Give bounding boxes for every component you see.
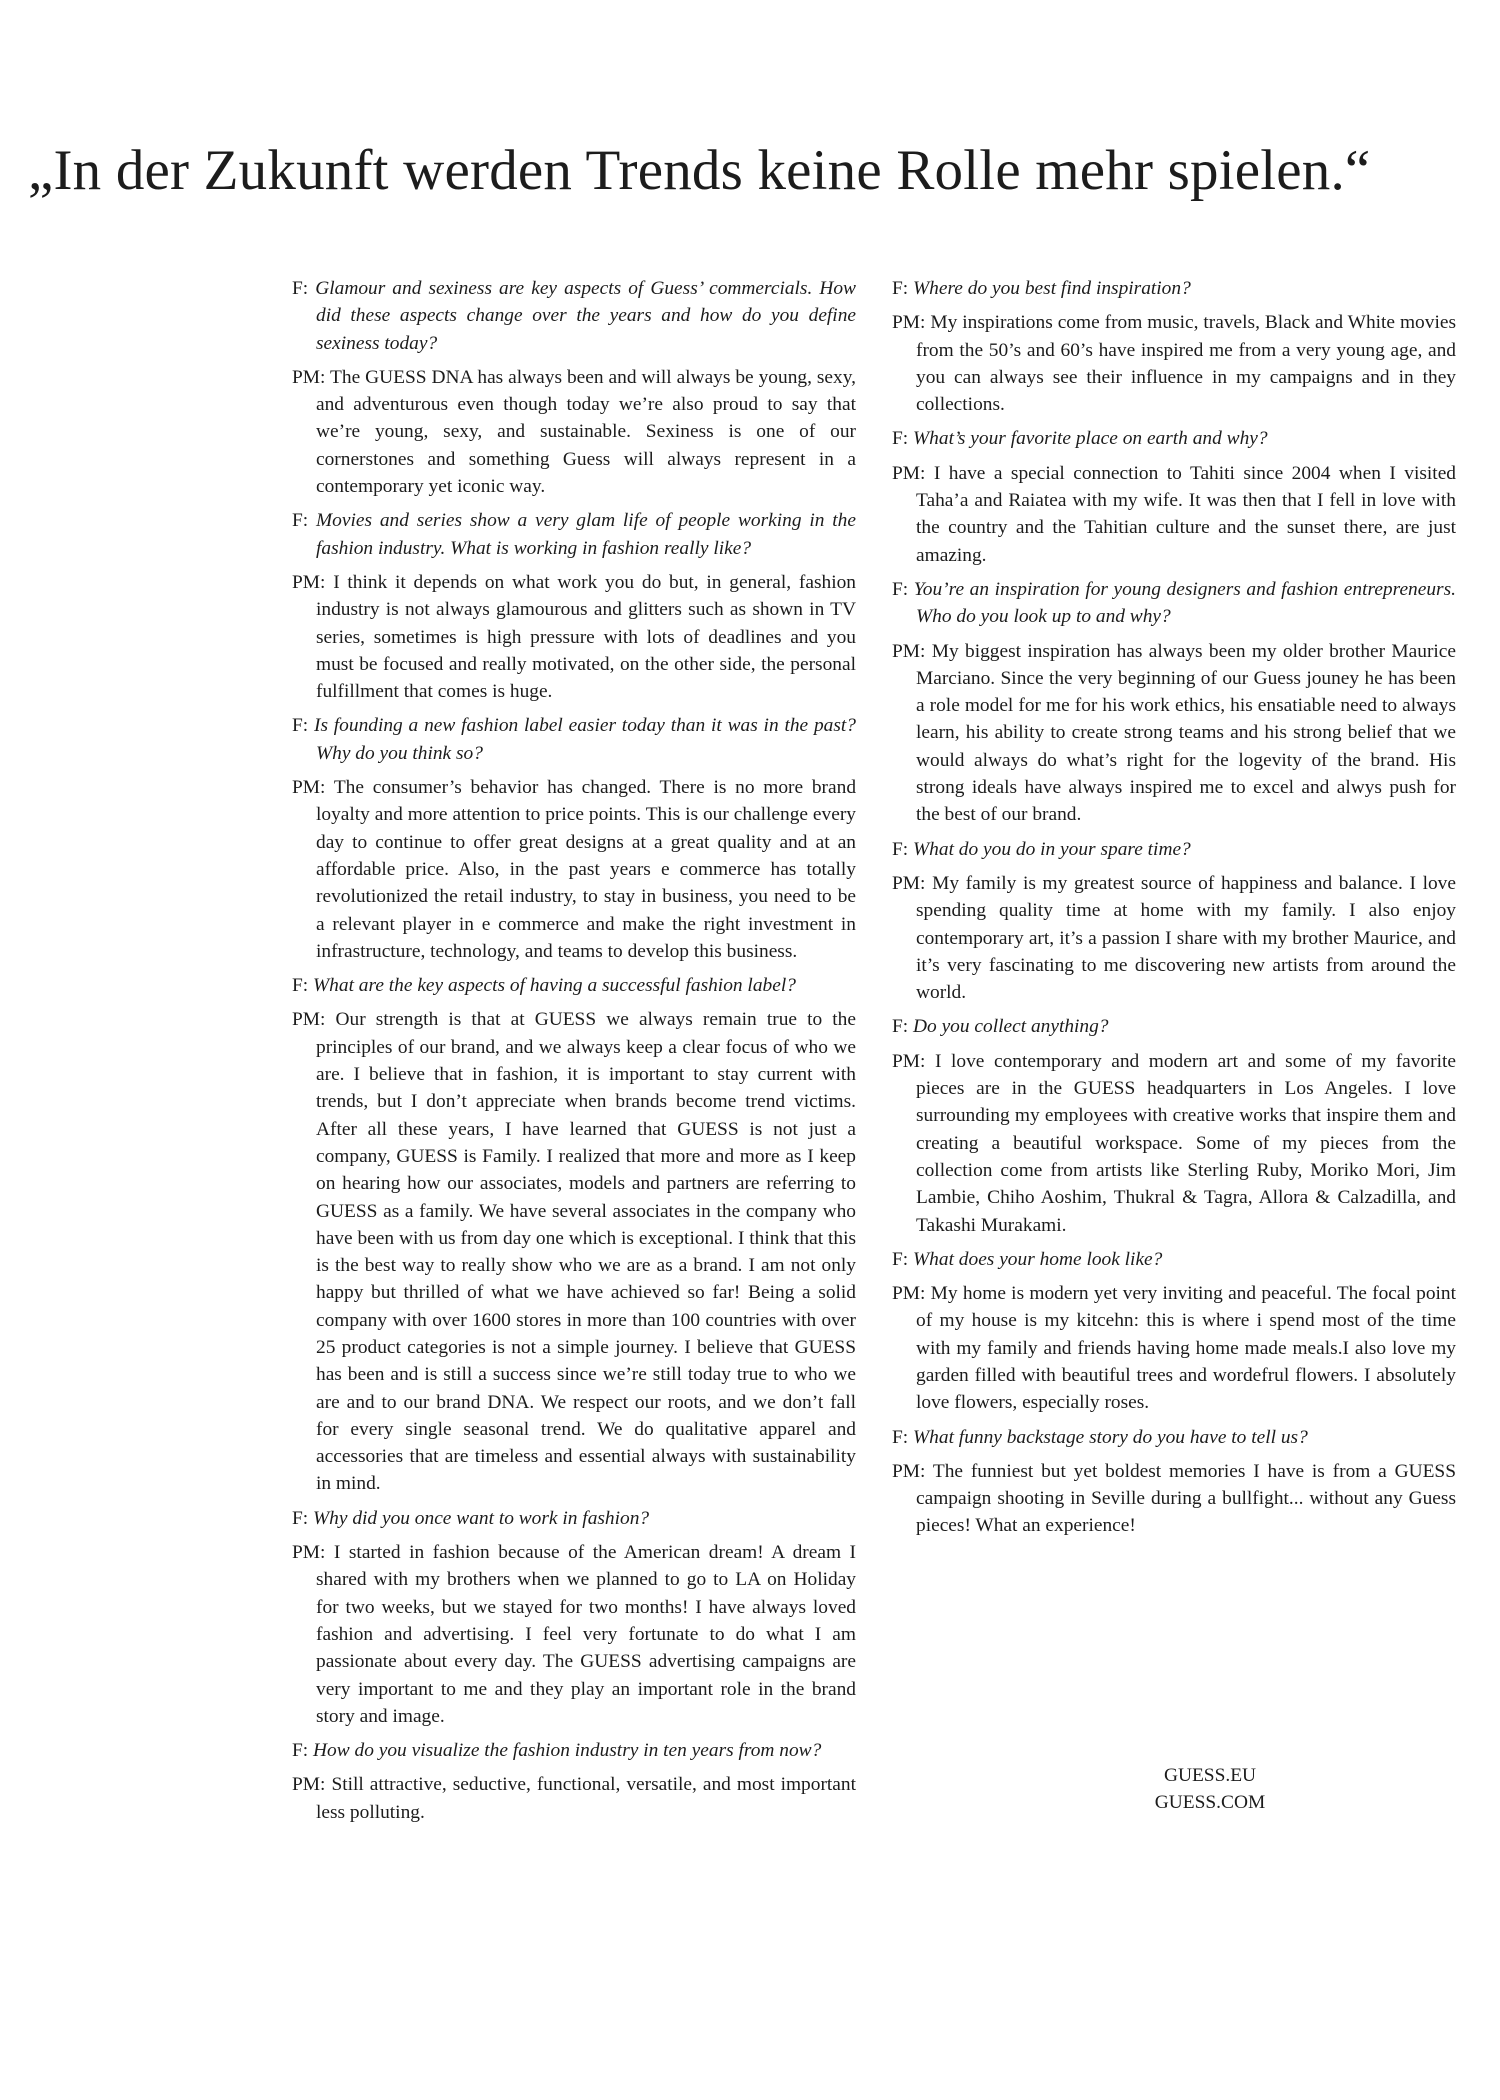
- question-text: What do you do in your spare time?: [913, 838, 1191, 860]
- answer: [892, 460, 1456, 569]
- speaker-label: PM:: [292, 571, 326, 593]
- speaker-label: PM:: [892, 1050, 926, 1072]
- speaker-label: PM:: [892, 462, 926, 484]
- answer: [892, 1280, 1456, 1416]
- speaker-label: PM:: [892, 640, 926, 662]
- speaker-label: F:: [292, 715, 309, 737]
- speaker-label: F:: [892, 428, 909, 450]
- answer: [292, 1539, 856, 1730]
- speaker-label: F:: [892, 1248, 909, 1270]
- question: [292, 1505, 856, 1532]
- question-text: What does your home look like?: [913, 1248, 1163, 1270]
- answer: [892, 638, 1456, 829]
- answer-text: Our strength is that at GUESS we always remain true to the principles of our brand, and we always keep a clear focus of who we are. I believe that in fashion, it is important to stay current with trends, but I don’t appreciate when brands become trend victims. After all these years, I have learned that GUESS is not just a company, GUESS is Family. I realized that more and more as I keep on hearing how our associates, models and partners are referring to GUESS as a family. We have several associates in the company who have been with us from day one which is exceptional. I think that this is the best way to really show who we are as a brand. I am not only happy but thrilled of what we have achieved so far! Being a solid company with over 1600 stores in more than 100 countries with over 25 product categories is not a simple journey. I believe that GUESS has been and is still a success since we’re still today true to who we are and to our brand DNA. We respect our roots, and we don’t fall for every single seasonal trend. We do qualitative apparel and accessories that are timeless and essential always with sustainability in mind.: [316, 1009, 856, 1495]
- speaker-label: F:: [892, 1426, 909, 1448]
- speaker-label: PM:: [892, 872, 926, 894]
- question-text: What’s your favorite place on earth and why?: [913, 428, 1268, 450]
- question: [892, 1246, 1456, 1273]
- speaker-label: PM:: [892, 1460, 926, 1482]
- answer-text: Still attractive, seductive, functional, versatile, and most important less polluting.: [316, 1774, 856, 1823]
- question: [892, 275, 1456, 302]
- speaker-label: PM:: [292, 1009, 326, 1031]
- speaker-label: F:: [892, 1016, 909, 1038]
- answer: [292, 364, 856, 500]
- question: [892, 425, 1456, 452]
- answer-text: I think it depends on what work you do but, in general, fashion industry is not always glamourous and glitters such as shown in TV series, sometimes is high pressure with lots of deadlines and you must be focused and really motivated, on the other side, the personal fulfillment that comes is huge.: [316, 571, 856, 703]
- speaker-label: F:: [292, 975, 309, 997]
- speaker-label: PM:: [292, 366, 326, 388]
- answer: [892, 1048, 1456, 1239]
- answer: [292, 774, 856, 965]
- answer-text: I have a special connection to Tahiti since 2004 when I visited Taha’a and Raiatea with my wife. It was then that I fell in love with the country and the Tahitian culture and the sunset there, are just amazing.: [916, 462, 1456, 566]
- question: [292, 712, 856, 767]
- question: [292, 275, 856, 357]
- question-text: Do you collect anything?: [913, 1016, 1109, 1038]
- speaker-label: F:: [292, 1740, 309, 1762]
- speaker-label: PM:: [292, 1542, 326, 1564]
- website-eu: GUESS.EU: [1163, 1765, 1257, 1786]
- speaker-label: PM:: [292, 1774, 326, 1796]
- question: [892, 576, 1456, 631]
- question-text: You’re an inspiration for young designers and fashion entrepreneurs. Who do you look up to and why?: [913, 578, 1456, 628]
- answer-text: I love contemporary and modern art and some of my favorite pieces are in the GUESS headquarters in Los Angeles. I love surrounding my employees with creative works that inspire them and creating a beautiful workspace. Some of my pieces from the collection come from artists like Sterling Ruby, Moriko Mori, Jim Lambie, Chiho Aoshim, Thukral & Tagra, Allora & Calzadilla, and Takashi Murakami.: [916, 1050, 1456, 1236]
- question-text: Why did you once want to work in fashion?: [313, 1507, 650, 1529]
- speaker-label: F:: [892, 838, 909, 860]
- question: [892, 1424, 1456, 1451]
- question-text: How do you visualize the fashion industry in ten years from now?: [313, 1740, 822, 1762]
- question: [292, 972, 856, 999]
- answer-text: My biggest inspiration has always been my older brother Maurice Marciano. Since the very beginning of our Guess jouney he has been a role model for me for his work ethics, his ensatiable need to always learn, his ability to create strong teams and his strong belief that we would always do what’s right for the logevity of the brand. His strong ideals have always inspired me to excel and alwys push for the best of our brand.: [916, 640, 1456, 826]
- question: [892, 1013, 1456, 1040]
- question: [292, 1737, 856, 1764]
- question: [292, 507, 856, 562]
- answer: [892, 1458, 1456, 1540]
- speaker-label: F:: [292, 510, 309, 532]
- answer-text: My family is my greatest source of happiness and balance. I love spending quality time at home with my family. I also enjoy contemporary art, it’s a passion I share with my brother Maurice, and it’s very fascinating to me discovering new artists from around the world.: [916, 872, 1456, 1004]
- answer-text: My inspirations come from music, travels, Black and White movies from the 50’s and 60’s have inspired me from a very young age, and you can always see their influence in my campaigns and in they collections.: [916, 312, 1456, 416]
- speaker-label: F:: [292, 278, 309, 299]
- question: [892, 836, 1456, 863]
- footer-links: [1060, 1762, 1360, 1816]
- answer: [292, 1006, 856, 1497]
- question-text: What are the key aspects of having a successful fashion label?: [313, 975, 796, 997]
- speaker-label: PM:: [292, 777, 326, 799]
- answer: [292, 1771, 856, 1826]
- interview-column-right: [892, 275, 1456, 1547]
- answer-text: The consumer’s behavior has changed. There is no more brand loyalty and more attention to price points. This is our challenge every day to continue to offer great designs at a great quality and at an affordable price. Also, in the past years e commerce has totally revolutionized the retail industry, to stay in business, you need to be a relevant player in e commerce and make the right investment in infrastructure, technology, and teams to develop this business.: [316, 777, 857, 962]
- website-com: GUESS.COM: [1154, 1792, 1266, 1813]
- question-text: Where do you best find inspiration?: [913, 278, 1191, 299]
- answer-text: The funniest but yet boldest memories I have is from a GUESS campaign shooting in Seville during a bullfight... without any Guess pieces! What an experience!: [916, 1460, 1456, 1537]
- answer-text: The GUESS DNA has always been and will always be young, sexy, and adventurous even though today we’re also proud to say that we’re young, sexy, and sustainable. Sexiness is one of our cornerstones and something Guess will always represent in a contemporary yet iconic way.: [316, 366, 857, 498]
- answer: [292, 569, 856, 705]
- speaker-label: F:: [292, 1507, 309, 1529]
- answer-text: My home is modern yet very inviting and peaceful. The focal point of my house is my kitcehn: this is where i spend most of the time with my family and friends having home made meals.I also love my garden filled with beautiful trees and wordefrul flowers. I absolutely love flowers, especially roses.: [916, 1283, 1456, 1414]
- speaker-label: PM:: [892, 312, 926, 334]
- question-text: What funny backstage story do you have to tell us?: [913, 1426, 1308, 1448]
- answer-text: I started in fashion because of the American dream! A dream I shared with my brothers when we planned to go to LA on Holiday for two weeks, but we stayed for two months! I have always loved fashion and advertising. I feel very fortunate to do what I am passionate about every day. The GUESS advertising campaigns are very important to me and they play an important role in the brand story and image.: [316, 1542, 856, 1727]
- question-text: Movies and series show a very glam life of people working in the fashion industry. What is working in fashion really like?: [316, 510, 856, 559]
- speaker-label: PM:: [892, 1283, 926, 1305]
- speaker-label: F:: [892, 278, 909, 299]
- answer: [892, 309, 1456, 418]
- headline: „In der Zukunft werden Trends keine Rolle mehr spielen.“: [28, 139, 1371, 202]
- interview-column-left: [292, 275, 856, 1833]
- question-text: Glamour and sexiness are key aspects of Guess’ commercials. How did these aspects change over the years and how do you define sexiness today?: [315, 278, 856, 354]
- answer: [892, 870, 1456, 1006]
- question-text: Is founding a new fashion label easier today than it was in the past? Why do you think so?: [313, 715, 856, 764]
- speaker-label: F:: [892, 578, 909, 600]
